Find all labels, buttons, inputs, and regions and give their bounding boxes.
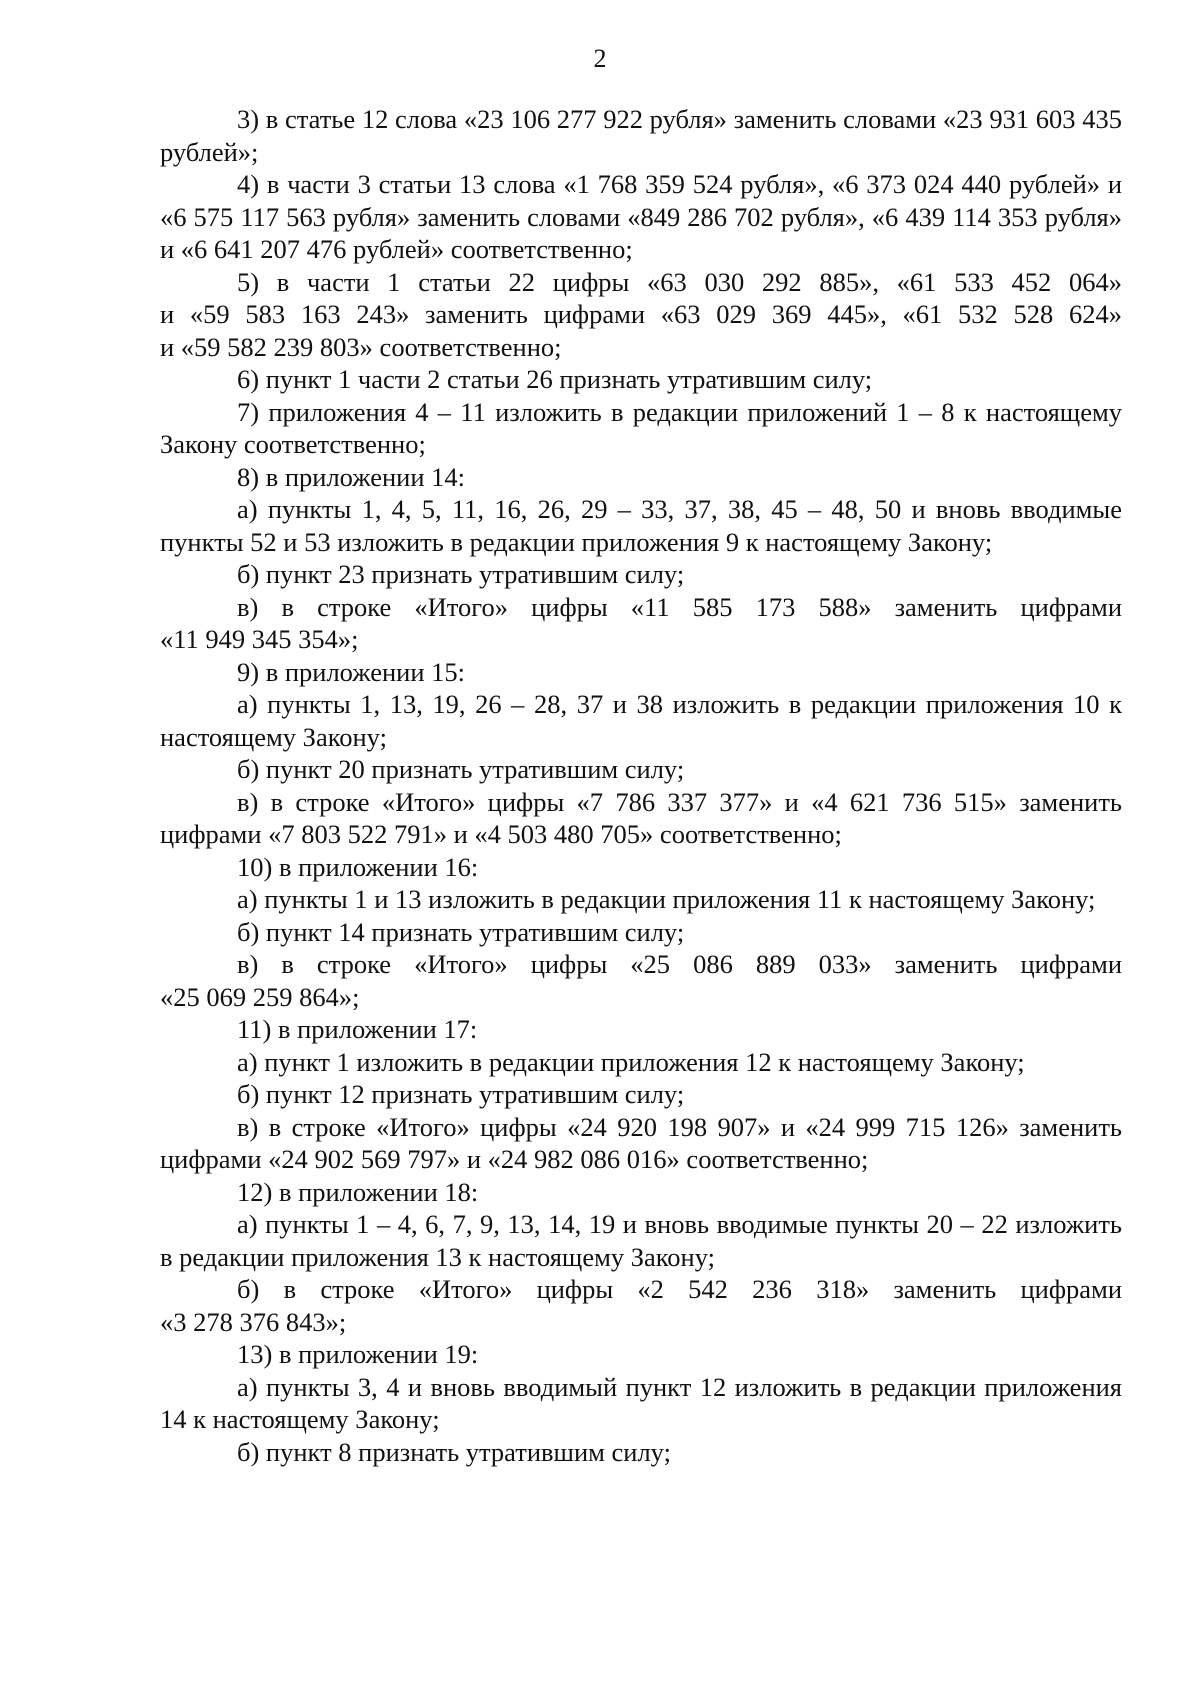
page-number: 2 (593, 44, 607, 73)
document-body (160, 103, 1122, 1468)
item-6-article-26: 6) пункт 1 части 2 статьи 26 признать утратившим силу; (237, 364, 873, 394)
item-13-appendix-19: 13) в приложении 19: (237, 1339, 479, 1369)
item-11-appendix-17: 11) в приложении 17: (237, 1014, 478, 1044)
item-8c: в) в строке «Итого» цифры «11 585 173 588» заменить цифрами «11 949 345 354»; (160, 591, 1122, 654)
item-7-appendices: 7) приложения 4 – 11 изложить в редакции приложений 1 – 8 к настоящему Закону соответственно; (160, 396, 1122, 459)
item-3-article-12: 3) в статье 12 слова «23 106 277 922 рубля» заменить словами «23 931 603 435 рублей»; (160, 104, 1122, 167)
item-12-appendix-18: 12) в приложении 18: (237, 1176, 479, 1207)
item-11a: а) пункт 1 изложить в редакции приложения 12 к настоящему Закону; (237, 1046, 1025, 1077)
item-4-article-13: 4) в части 3 статьи 13 слова «1 768 359 524 рубля», «6 373 024 440 рублей» и «6 575 117 563 рубля» заменить словами «849 286 702 рубля», «6 439 114 353 рубля» и «6 641 207 476 рублей» соответственно; (160, 169, 1122, 264)
item-13b: б) пункт 8 признать утратившим силу; (237, 1436, 671, 1467)
item-11b: б) пункт 12 признать утратившим силу; (237, 1079, 685, 1109)
item-12b: б) в строке «Итого» цифры «2 542 236 318» заменить цифрами «3 278 376 843»; (160, 1274, 1122, 1337)
item-10a: а) пункты 1 и 13 изложить в редакции приложения 11 к настоящему Закону; (237, 884, 1096, 914)
item-8a: а) пункты 1, 4, 5, 11, 16, 26, 29 – 33, 37, 38, 45 – 48, 50 и вновь вводимые пункты 52 и 53 изложить в редакции приложения 9 к настоящему Закону; (160, 494, 1122, 557)
item-13a: а) пункты 3, 4 и вновь вводимый пункт 12 изложить в редакции приложения 14 к настоящему Закону; (160, 1371, 1122, 1434)
item-9b: б) пункт 20 признать утратившим силу; (237, 754, 685, 784)
item-9a: а) пункты 1, 13, 19, 26 – 28, 37 и 38 изложить в редакции приложения 10 к настоящему Закону; (160, 689, 1122, 752)
item-5-article-22: 5) в части 1 статьи 22 цифры «63 030 292 885», «61 533 452 064» и «59 583 163 243» заменить цифрами «63 029 369 445», «61 532 528 624» и «59 582 239 803» соответственно; (160, 266, 1122, 362)
item-8-appendix-14: 8) в приложении 14: (237, 461, 466, 492)
item-8b: б) пункт 23 признать утратившим силу; (237, 559, 685, 589)
item-12a: а) пункты 1 – 4, 6, 7, 9, 13, 14, 19 и вновь вводимые пункты 20 – 22 изложить в редакции приложения 13 к настоящему Закону; (160, 1209, 1122, 1272)
item-9-appendix-15: 9) в приложении 15: (237, 656, 466, 687)
item-11c: в) в строке «Итого» цифры «24 920 198 907» и «24 999 715 126» заменить цифрами «24 902 569 797» и «24 982 086 016» соответственно; (160, 1111, 1122, 1174)
item-10-appendix-16: 10) в приложении 16: (237, 851, 479, 882)
item-10c: в) в строке «Итого» цифры «25 086 889 033» заменить цифрами «25 069 259 864»; (160, 949, 1122, 1012)
item-10b: б) пункт 14 признать утратившим силу; (237, 916, 685, 947)
item-9c: в) в строке «Итого» цифры «7 786 337 377» и «4 621 736 515» заменить цифрами «7 803 522 791» и «4 503 480 705» соответственно; (160, 786, 1122, 849)
